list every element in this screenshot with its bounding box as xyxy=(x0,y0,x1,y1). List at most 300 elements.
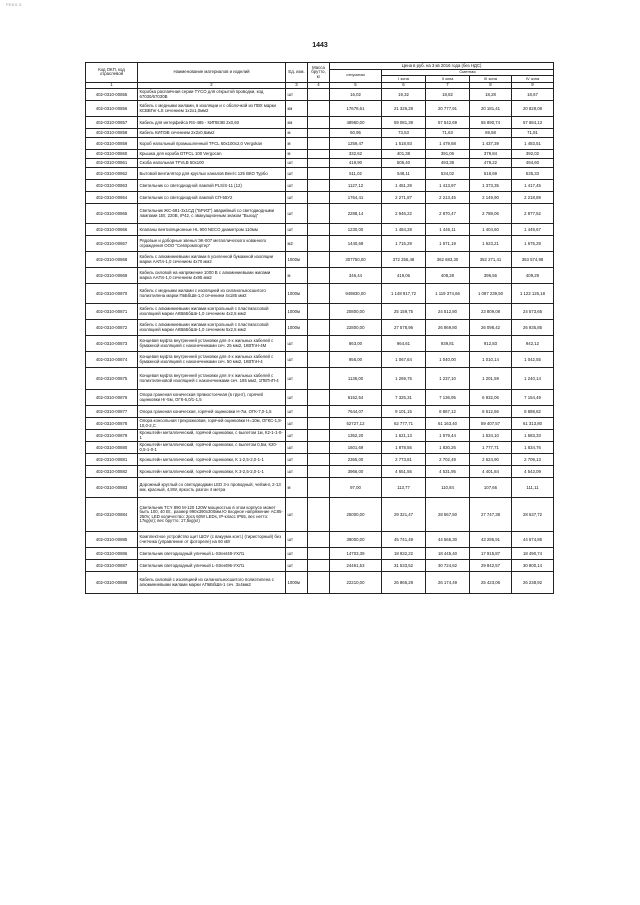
item-unit: м xyxy=(286,478,308,498)
item-mass xyxy=(308,572,330,594)
item-mass xyxy=(308,320,330,336)
item-code: 402-0310-00866 xyxy=(86,224,138,236)
item-price-zone3: 1 201,59 xyxy=(470,368,512,390)
item-name: Светильник со светодиодной лампой СП-55У2 xyxy=(138,192,286,204)
header-zone1: I зона xyxy=(382,76,426,83)
header-zone4: IV зона xyxy=(512,76,554,83)
item-price-zone1: 1 484,28 xyxy=(382,224,426,236)
item-price-zone2: 28 567,50 xyxy=(426,498,470,532)
item-price-zone4: 28 637,72 xyxy=(512,498,554,532)
table-row xyxy=(86,89,554,101)
item-name: Светильник ЖС-681-3х1СД ("БРИЗ") аварийный со светодиодными лампами 1Вт, 220В, IP42, с эвакуационным знаком "Выход" xyxy=(138,204,286,224)
item-price-zone3: 352 271,41 xyxy=(470,252,512,268)
item-unit: шт xyxy=(286,192,308,204)
item-price-zone4: 26 238,92 xyxy=(512,572,554,594)
item-price-zone2: 7 136,95 xyxy=(426,390,470,406)
item-price-release: 863,00 xyxy=(330,336,382,352)
item-price-release: 332,62 xyxy=(330,150,382,159)
item-mass xyxy=(308,268,330,284)
item-price-zone1: 59 081,39 xyxy=(382,117,426,129)
item-mass xyxy=(308,117,330,129)
item-price-zone4: 2 218,89 xyxy=(512,192,554,204)
item-price-zone2: 408,28 xyxy=(426,268,470,284)
table-row xyxy=(86,101,554,117)
item-unit: шт xyxy=(286,224,308,236)
item-name: Кронштейн металлический, горячей оцинковки, с вылетом 0,5м, К20-0,5-1-0-1 xyxy=(138,442,286,454)
item-price-zone2: 1 413,97 xyxy=(426,180,470,192)
item-price-release: 7644,07 xyxy=(330,406,382,418)
item-name: Дорожный круглый со светодиодами LED 3-х проводный, чейзинг, 2-13 мм, красный, 4,8W, яркость разгон 4 метра xyxy=(138,478,286,498)
item-price-zone1: 1 878,56 xyxy=(382,442,426,454)
table-row xyxy=(86,159,554,168)
item-unit: шт xyxy=(286,368,308,390)
item-price-zone4: 2 877,52 xyxy=(512,204,554,224)
item-name: Концевая муфта внутренней установки для 4-х жильных кабелей с бумажной изоляцией с наконечниками сеч. 25 мм2, 1КВТпН-4М xyxy=(138,336,286,352)
item-price-zone2: 1 479,68 xyxy=(426,138,470,150)
item-mass xyxy=(308,560,330,572)
item-name: Кабель силовой на напряжение 1000 В с алюминиевыми жилами марка ААПл-1,0 сечением 4х95 мм2 xyxy=(138,268,286,284)
item-unit: км xyxy=(286,101,308,117)
table-row xyxy=(86,560,554,572)
item-price-zone1: 27 578,96 xyxy=(382,320,426,336)
item-price-zone3: 25 423,06 xyxy=(470,572,512,594)
item-price-zone1: 1 269,75 xyxy=(382,368,426,390)
table-row xyxy=(86,390,554,406)
item-price-release: 22210,00 xyxy=(330,572,382,594)
colnum: 5 xyxy=(330,82,382,89)
item-unit: 1000м xyxy=(286,320,308,336)
item-price-zone4: 18,67 xyxy=(512,89,554,101)
item-price-zone3: 27 747,38 xyxy=(470,498,512,532)
item-code: 402-0310-00877 xyxy=(86,406,138,418)
item-price-zone4: 26 935,85 xyxy=(512,320,554,336)
item-price-release: 2288,14 xyxy=(330,204,382,224)
header-zone2: II зона xyxy=(426,76,470,83)
item-mass xyxy=(308,548,330,560)
colnum: 1 xyxy=(86,82,138,89)
item-price-zone1: 419,06 xyxy=(382,268,426,284)
item-code: 402-0310-00867 xyxy=(86,236,138,252)
item-price-zone1: 31 533,52 xyxy=(382,560,426,572)
item-price-zone1: 1 148 917,72 xyxy=(382,284,426,304)
header-unit: Ед. изм. xyxy=(286,63,308,83)
item-mass xyxy=(308,252,330,268)
header-zone3: III зона xyxy=(470,76,512,83)
item-mass xyxy=(308,168,330,180)
item-mass xyxy=(308,204,330,224)
item-price-zone3: 1 777,71 xyxy=(470,442,512,454)
table-row xyxy=(86,204,554,224)
item-price-zone2: 26 869,80 xyxy=(426,320,470,336)
item-price-zone2: 110,84 xyxy=(426,478,470,498)
item-unit: шт xyxy=(286,548,308,560)
item-price-zone4: 111,11 xyxy=(512,478,554,498)
item-price-release: 1230,00 xyxy=(330,224,382,236)
item-code: 402-0310-00884 xyxy=(86,498,138,532)
item-code: 402-0310-00859 xyxy=(86,138,138,150)
item-name: Светильник светодиодный уличный L-Street48-УХЛ1 xyxy=(138,548,286,560)
item-price-zone1: 25 159,75 xyxy=(382,304,426,320)
item-price-zone3: 479,22 xyxy=(470,159,512,168)
item-price-zone2: 534,02 xyxy=(426,168,470,180)
item-code: 402-0310-00861 xyxy=(86,159,138,168)
item-unit: шт xyxy=(286,159,308,168)
item-code: 402-0310-00858 xyxy=(86,129,138,138)
item-mass xyxy=(308,138,330,150)
table-row xyxy=(86,117,554,129)
item-mass xyxy=(308,224,330,236)
header-price-group: Цена в руб. на 3 кв 2016 года (без НДС) xyxy=(330,63,554,70)
item-price-zone3: 1 087 239,50 xyxy=(470,284,512,304)
item-mass xyxy=(308,284,330,304)
item-price-zone1: 964,61 xyxy=(382,336,426,352)
item-mass xyxy=(308,159,330,168)
item-code: 402-0310-00857 xyxy=(86,117,138,129)
colnum: 3 xyxy=(286,82,308,89)
item-mass xyxy=(308,180,330,192)
price-table xyxy=(85,62,554,594)
item-price-zone2: 1 579,44 xyxy=(426,430,470,442)
item-unit: шт xyxy=(286,532,308,548)
item-price-zone2: 57 542,69 xyxy=(426,117,470,129)
item-unit: шт xyxy=(286,430,308,442)
item-price-zone2: 30 724,62 xyxy=(426,560,470,572)
header-release: отпускная xyxy=(330,69,382,82)
item-price-zone1: 2 271,87 xyxy=(382,192,426,204)
table-row xyxy=(86,284,554,304)
item-price-zone4: 1 834,76 xyxy=(512,442,554,454)
table-row xyxy=(86,418,554,430)
item-unit: м xyxy=(286,150,308,159)
item-name: Опора граненая коническая, горячей оцинковки Н-7м, ОГК-7,0-1,5 xyxy=(138,406,286,418)
item-price-zone3: 4 401,84 xyxy=(470,466,512,478)
item-price-zone2: 1 119 374,66 xyxy=(426,284,470,304)
colnum: 8 xyxy=(470,82,512,89)
corner-mark: РЕКЛ-5 xyxy=(6,2,22,7)
table-row xyxy=(86,268,554,284)
item-code: 402-0310-00863 xyxy=(86,180,138,192)
item-price-release: 60,95 xyxy=(330,129,382,138)
item-price-zone1: 26 866,29 xyxy=(382,572,426,594)
item-price-zone3: 23 809,08 xyxy=(470,304,512,320)
item-name: Коробка распаячная серии TYCO для открытой проводки, код 67030/67030B xyxy=(138,89,286,101)
item-price-zone1: 1 715,29 xyxy=(382,236,426,252)
item-unit: шт xyxy=(286,406,308,418)
item-mass xyxy=(308,478,330,498)
item-price-zone1: 19,32 xyxy=(382,89,426,101)
item-mass xyxy=(308,454,330,466)
item-price-zone3: 1 010,14 xyxy=(470,352,512,368)
item-code: 402-0310-00882 xyxy=(86,466,138,478)
item-price-release: 346,44 xyxy=(330,268,382,284)
item-name: Кабель КИПЭВ сечением 2х2х0,6мм2 xyxy=(138,129,286,138)
item-price-zone3: 6 932,06 xyxy=(470,390,512,406)
item-price-zone4: 1 449,67 xyxy=(512,224,554,236)
item-price-zone3: 1 404,60 xyxy=(470,224,512,236)
item-price-zone1: 4 651,56 xyxy=(382,466,426,478)
item-mass xyxy=(308,304,330,320)
item-price-zone4: 1 675,29 xyxy=(512,236,554,252)
item-price-zone2: 71,63 xyxy=(426,129,470,138)
item-price-zone4: 942,12 xyxy=(512,336,554,352)
colnum: 4 xyxy=(308,82,330,89)
item-name: Комплектное устройство щит ШОУ (с вакуумн.конт.) (тиристорный) без счетчика (управление от фотореле) на 60 кВт xyxy=(138,532,286,548)
item-price-zone3: 1 437,39 xyxy=(470,138,512,150)
item-price-zone2: 61 163,40 xyxy=(426,418,470,430)
item-price-release: 419,90 xyxy=(330,159,382,168)
item-unit: шт xyxy=(286,498,308,532)
table-row xyxy=(86,478,554,498)
item-code: 402-0310-00883 xyxy=(86,478,138,498)
item-name: Опора консольная трехрожковая, горячей оцинковки Н=10м, ОГКС-1,8-10,0-2,С xyxy=(138,418,286,430)
item-price-zone1: 21 326,29 xyxy=(382,101,426,117)
item-price-zone4: 535,33 xyxy=(512,168,554,180)
item-unit: шт xyxy=(286,180,308,192)
item-name: Концевая муфта внутренней установки для 4-х жильных кабелей с бумажной изоляцией с наконечниками сеч. 50 мм2, 1КВТпН-4 xyxy=(138,352,286,368)
item-unit: км xyxy=(286,117,308,129)
item-mass xyxy=(308,352,330,368)
item-price-release: 949830,00 xyxy=(330,284,382,304)
table-row xyxy=(86,430,554,442)
item-price-zone1: 1 518,93 xyxy=(382,138,426,150)
item-price-zone1: 401,38 xyxy=(382,150,426,159)
item-price-zone2: 362 683,30 xyxy=(426,252,470,268)
table-body xyxy=(86,89,554,594)
item-price-release: 52727,12 xyxy=(330,418,382,430)
table-row xyxy=(86,192,554,204)
item-price-zone1: 2 946,22 xyxy=(382,204,426,224)
item-price-zone3: 59 407,57 xyxy=(470,418,512,430)
item-price-zone4: 1 122 126,18 xyxy=(512,284,554,304)
item-price-zone4: 18 490,74 xyxy=(512,548,554,560)
item-price-zone3: 379,84 xyxy=(470,150,512,159)
item-code: 402-0310-00872 xyxy=(86,320,138,336)
table-row xyxy=(86,466,554,478)
item-price-zone1: 18 932,22 xyxy=(382,548,426,560)
table-row xyxy=(86,442,554,454)
item-unit: м xyxy=(286,268,308,284)
item-price-zone3: 518,69 xyxy=(470,168,512,180)
item-price-zone2: 1 237,10 xyxy=(426,368,470,390)
item-price-zone3: 43 285,91 xyxy=(470,532,512,548)
item-unit: м xyxy=(286,138,308,150)
item-unit: шт xyxy=(286,466,308,478)
item-code: 402-0310-00878 xyxy=(86,418,138,430)
header-mass: Масса брутто, кг xyxy=(308,63,330,83)
item-name: Кабель с алюминиевыми жилами контрольный с пластмассовой изоляцией марки АКВвБбШв-1,0 сечением 5х2,5 мм2 xyxy=(138,320,286,336)
item-price-zone2: 493,38 xyxy=(426,159,470,168)
item-price-zone1: 548,11 xyxy=(382,168,426,180)
item-price-release: 25000,00 xyxy=(330,498,382,532)
item-price-zone2: 44 565,30 xyxy=(426,532,470,548)
item-code: 402-0310-00888 xyxy=(86,572,138,594)
item-price-release: 1601,69 xyxy=(330,442,382,454)
item-price-release: 956,00 xyxy=(330,352,382,368)
item-mass xyxy=(308,89,330,101)
item-price-zone2: 391,06 xyxy=(426,150,470,159)
item-name: Светильник TCY 890 М-120 120W мощностью в этом корпусе может быть 100, 40 Вт., размер 990х390х300мм.Ю входное напряжение АС85-250V, LED количество: 2pcs 60W LEDs, IP-класс IP65, вес нетто: 17кg(кг); вес брутто: 17,5кg(кг) xyxy=(138,498,286,532)
item-price-zone2: 1 671,19 xyxy=(426,236,470,252)
table-row xyxy=(86,168,554,180)
item-price-release: 307750,00 xyxy=(330,252,382,268)
item-mass xyxy=(308,192,330,204)
table-row xyxy=(86,150,554,159)
item-price-release: 6152,54 xyxy=(330,390,382,406)
item-code: 402-0310-00862 xyxy=(86,168,138,180)
item-price-release: 1127,12 xyxy=(330,180,382,192)
item-price-zone2: 1 830,26 xyxy=(426,442,470,454)
item-code: 402-0310-00869 xyxy=(86,268,138,284)
item-price-zone1: 506,40 xyxy=(382,159,426,168)
item-price-zone3: 1 373,35 xyxy=(470,180,512,192)
item-name: Клапаны вентиляционные HL 900 NECO диаметром 110мм xyxy=(138,224,286,236)
item-price-zone3: 69,58 xyxy=(470,129,512,138)
item-unit: шт xyxy=(286,168,308,180)
item-price-zone1: 7 325,31 xyxy=(382,390,426,406)
item-price-zone2: 2 213,45 xyxy=(426,192,470,204)
item-price-zone3: 2 149,90 xyxy=(470,192,512,204)
item-price-zone4: 1 483,51 xyxy=(512,138,554,150)
item-mass xyxy=(308,336,330,352)
item-price-zone4: 8 888,82 xyxy=(512,406,554,418)
item-mass xyxy=(308,101,330,117)
header-row-1 xyxy=(86,63,554,70)
item-price-zone2: 20 777,91 xyxy=(426,101,470,117)
item-price-release: 1764,41 xyxy=(330,192,382,204)
item-price-release: 14703,39 xyxy=(330,548,382,560)
item-name: Кронштейн металлический, горячей оцинковки, К 3-2,5-2,0-1-1 xyxy=(138,466,286,478)
item-unit: шт xyxy=(286,442,308,454)
item-price-zone3: 18,28 xyxy=(470,89,512,101)
item-unit: м xyxy=(286,129,308,138)
item-name: Концевая муфта внутренней установки для 4-х жильных кабелей с полиэтиленовой изоляцией с наконечниками сеч. 185 мм2, 1ПВТнП-4 xyxy=(138,368,286,390)
item-unit: м2 xyxy=(286,236,308,252)
item-price-zone1: 9 101,15 xyxy=(382,406,426,418)
item-price-zone4: 7 154,49 xyxy=(512,390,554,406)
table-row xyxy=(86,572,554,594)
item-price-zone3: 20 181,41 xyxy=(470,101,512,117)
item-price-zone4: 1 583,33 xyxy=(512,430,554,442)
item-name: Короб напольный промышленный TFCL 60х100х2,0 Vergokan xyxy=(138,138,286,150)
item-price-zone3: 2 624,90 xyxy=(470,454,512,466)
item-name: Кронштейн металлический, горячей оцинковки, с вылетом 1м, К2-1-1-0-1 xyxy=(138,430,286,442)
item-price-zone3: 107,66 xyxy=(470,478,512,498)
item-unit: 1000м xyxy=(286,304,308,320)
item-price-release: 16,02 xyxy=(330,89,382,101)
item-price-zone2: 4 531,95 xyxy=(426,466,470,478)
item-code: 402-0310-00887 xyxy=(86,560,138,572)
item-price-zone3: 17 915,87 xyxy=(470,548,512,560)
item-name: Крышка для короба DTFCL 100 Vergocan xyxy=(138,150,286,159)
item-price-zone3: 1 623,21 xyxy=(470,236,512,252)
item-unit: 1000м xyxy=(286,252,308,268)
item-name: Кабель для интерфейса RS-485 - КИПВЭВ 2х0,60 xyxy=(138,117,286,129)
item-price-release: 24461,53 xyxy=(330,560,382,572)
item-unit: шт xyxy=(286,454,308,466)
item-price-zone4: 71,81 xyxy=(512,129,554,138)
item-name: Светильник со светодиодной лампой PLS/S-11 (12) xyxy=(138,180,286,192)
table-row xyxy=(86,336,554,352)
item-price-zone2: 1 446,11 xyxy=(426,224,470,236)
item-price-release: 1259,47 xyxy=(330,138,382,150)
item-unit: шт xyxy=(286,560,308,572)
item-price-zone3: 26 098,42 xyxy=(470,320,512,336)
item-price-zone1: 1 067,64 xyxy=(382,352,426,368)
table-row xyxy=(86,498,554,532)
header-name: Наименование материалов и изделий xyxy=(138,63,286,83)
item-mass xyxy=(308,236,330,252)
item-price-zone1: 372 255,48 xyxy=(382,252,426,268)
item-price-zone2: 18 445,40 xyxy=(426,548,470,560)
item-price-zone2: 18,82 xyxy=(426,89,470,101)
item-price-zone1: 1 451,29 xyxy=(382,180,426,192)
colnum: 2 xyxy=(138,82,286,89)
item-code: 402-0310-00885 xyxy=(86,532,138,548)
item-code: 402-0310-00880 xyxy=(86,442,138,454)
item-price-zone1: 73,53 xyxy=(382,129,426,138)
item-unit: шт xyxy=(286,418,308,430)
table-row xyxy=(86,224,554,236)
table-row xyxy=(86,352,554,368)
table-row xyxy=(86,548,554,560)
item-mass xyxy=(308,532,330,548)
item-price-zone2: 24 512,80 xyxy=(426,304,470,320)
item-code: 402-0310-00886 xyxy=(86,548,138,560)
table-row xyxy=(86,180,554,192)
item-name: Кабель с медными жилами, в изоляции и с оболочкой из ПВХ марки КСВВГнг-LS сечением 1х2х1,0мм2 xyxy=(138,101,286,117)
item-price-zone4: 24 573,65 xyxy=(512,304,554,320)
header-code: Код ОКП, код отраслевой xyxy=(86,63,138,83)
table-row xyxy=(86,129,554,138)
colnum: 6 xyxy=(382,82,426,89)
item-code: 402-0310-00865 xyxy=(86,204,138,224)
item-price-zone3: 2 788,06 xyxy=(470,204,512,224)
table-row xyxy=(86,304,554,320)
item-name: Светильник светодиодный уличный L-Street96-УХЛ1 xyxy=(138,560,286,572)
item-price-zone4: 392,02 xyxy=(512,150,554,159)
item-price-zone2: 8 867,12 xyxy=(426,406,470,418)
item-price-zone4: 4 543,09 xyxy=(512,466,554,478)
item-price-zone2: 1 040,00 xyxy=(426,352,470,368)
item-price-release: 17678,61 xyxy=(330,101,382,117)
item-code: 402-0310-00856 xyxy=(86,101,138,117)
item-mass xyxy=(308,418,330,430)
table-row xyxy=(86,320,554,336)
item-code: 402-0310-00876 xyxy=(86,390,138,406)
item-price-release: 97,00 xyxy=(330,478,382,498)
item-unit: шт xyxy=(286,336,308,352)
item-unit: шт xyxy=(286,89,308,101)
item-price-zone4: 2 709,13 xyxy=(512,454,554,466)
column-number-row xyxy=(86,82,554,89)
item-price-release: 511,02 xyxy=(330,168,382,180)
item-price-zone2: 939,81 xyxy=(426,336,470,352)
table-row xyxy=(86,138,554,150)
item-price-zone3: 8 612,56 xyxy=(470,406,512,418)
table-row xyxy=(86,532,554,548)
item-price-zone1: 29 321,47 xyxy=(382,498,426,532)
item-price-zone1: 113,77 xyxy=(382,478,426,498)
header-estimate: Сметная xyxy=(382,69,554,76)
item-price-release: 48960,00 xyxy=(330,117,382,129)
item-price-zone1: 62 777,71 xyxy=(382,418,426,430)
item-name: Опора граненая коническая прямостоечная (в грунт), горячей оцинковки Нг-5м, ОГК-6,0/1-1,5 xyxy=(138,390,286,406)
colnum: 7 xyxy=(426,82,470,89)
item-code: 402-0310-00873 xyxy=(86,336,138,352)
item-name: Кабель силовой с изоляцией из силанольносшитого полиэтилена с алюминиевыми жилами марки АПвБбШв-1 сеч. 3х4мм2 xyxy=(138,572,286,594)
item-price-zone1: 2 773,81 xyxy=(382,454,426,466)
item-price-release: 1440,68 xyxy=(330,236,382,252)
